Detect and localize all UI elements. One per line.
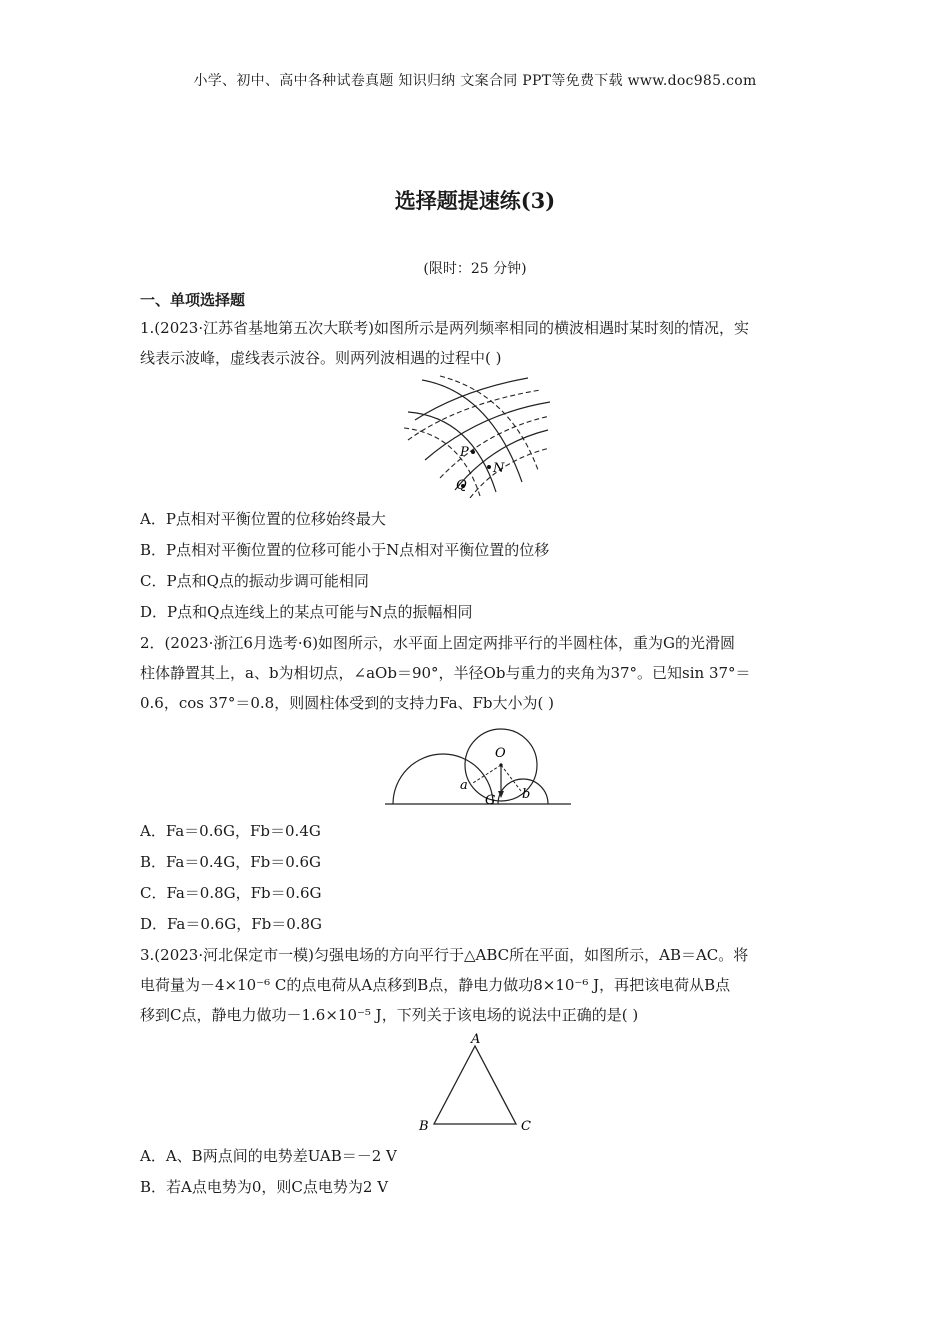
center-o — [499, 763, 502, 766]
q2-option-a: A．Fa＝0.6G，Fb＝0.4G — [140, 822, 321, 840]
label-b: b — [522, 787, 531, 802]
q3-option-b: B．若A点电势为0，则C点电势为2 V — [140, 1178, 389, 1196]
crest-line — [408, 412, 496, 492]
crest-line — [425, 402, 550, 460]
label-p: P — [460, 445, 469, 460]
time-limit: (限时：25 分钟) — [423, 261, 527, 277]
triangle-abc — [434, 1046, 516, 1124]
q3-stem-line2: 电荷量为－4×10⁻⁶ C的点电荷从A点移到B点，静电力做功8×10⁻⁶ J，再把该电荷从B点 — [140, 976, 731, 994]
q1-option-c: C．P点和Q点的振动步调可能相同 — [140, 572, 369, 590]
q3-stem-line3: 移到C点，静电力做功－1.6×10⁻⁵ J，下列关于该电场的说法中正确的是( ) — [140, 1006, 639, 1024]
trough-line — [404, 428, 480, 496]
q2-stem-line2: 柱体静置其上，a、b为相切点，∠aOb＝90°，半径Ob与重力的夹角为37°。已知sin 37°＝ — [140, 664, 751, 682]
q3-stem-line1: 3.(2023·河北保定市一模)匀强电场的方向平行于△ABC所在平面，如图所示，AB＝AC。将 — [140, 946, 749, 964]
trough-line — [470, 448, 550, 498]
trough-line — [440, 376, 538, 470]
q1-option-d: D．P点和Q点连线上的某点可能与N点的振幅相同 — [140, 603, 473, 621]
label-c: C — [521, 1119, 531, 1134]
point-p — [471, 450, 475, 454]
page-title: 选择题提速练(3) — [394, 188, 556, 213]
label-n: N — [493, 461, 505, 476]
label-b: B — [419, 1119, 429, 1134]
q1-wave-figure — [400, 372, 550, 498]
section-heading: 一、单项选择题 — [140, 291, 246, 309]
label-a: A — [471, 1032, 481, 1047]
q2-stem-line3: 0.6，cos 37°＝0.8，则圆柱体受到的支持力Fa、Fb大小为( ) — [140, 694, 555, 712]
q2-cylinder-figure — [383, 725, 573, 810]
label-o: O — [495, 746, 506, 761]
crest-line — [415, 378, 528, 420]
q2-stem-line1: 2．(2023·浙江6月选考·6)如图所示，水平面上固定两排平行的半圆柱体，重为G的光滑圆 — [140, 634, 736, 652]
q2-option-d: D．Fa＝0.6G，Fb＝0.8G — [140, 915, 323, 933]
page-header: 小学、初中、高中各种试卷真题 知识归纳 文案合同 PPT等免费下载 www.doc985.com — [193, 73, 757, 89]
q1-option-b: B．P点相对平衡位置的位移可能小于N点相对平衡位置的位移 — [140, 541, 550, 559]
q3-triangle-figure — [412, 1030, 542, 1135]
q2-option-c: C．Fa＝0.8G，Fb＝0.6G — [140, 884, 322, 902]
point-n — [487, 465, 491, 469]
q3-option-a: A．A、B两点间的电势差UAB＝－2 V — [140, 1147, 397, 1165]
q1-option-a: A．P点相对平衡位置的位移始终最大 — [140, 510, 386, 528]
left-half-cylinder — [393, 754, 493, 804]
crest-line — [422, 380, 522, 482]
q1-stem-line2: 线表示波峰，虚线表示波谷。则两列波相遇的过程中( ) — [140, 349, 502, 367]
label-g: G — [485, 793, 496, 808]
label-q: Q — [456, 478, 467, 493]
q2-option-b: B．Fa＝0.4G，Fb＝0.6G — [140, 853, 322, 871]
q1-stem-line1: 1.(2023·江苏省基地第五次大联考)如图所示是两列频率相同的横波相遇时某时刻的情况，实 — [140, 319, 749, 337]
label-a: a — [460, 778, 468, 793]
